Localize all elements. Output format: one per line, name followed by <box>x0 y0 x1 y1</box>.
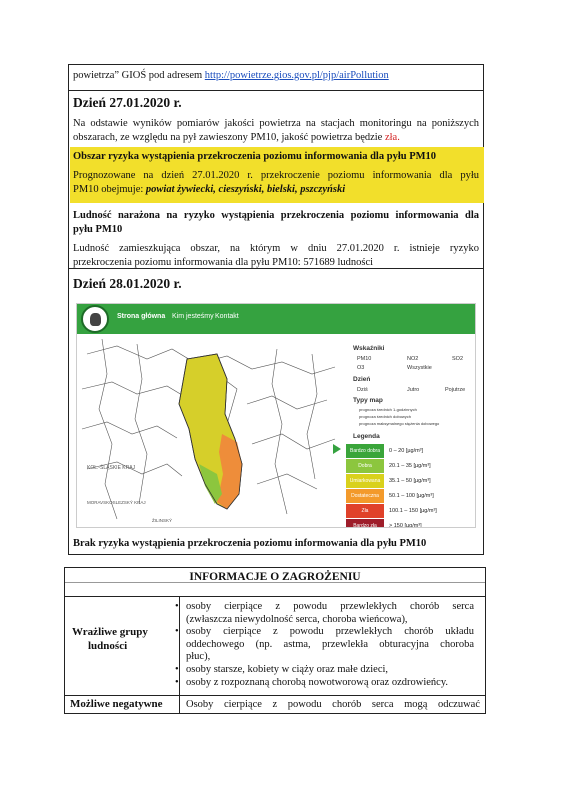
map-type-daily[interactable]: prognoza średnich dobowych <box>359 414 412 419</box>
day1-line2-text: obszarach, ze względu na pył zawieszony PM10, jakość powietrza będzie <box>73 132 385 143</box>
pollutant-pm10[interactable]: PM10 <box>357 356 372 362</box>
sensitive-group-line <box>175 664 474 677</box>
legend-chip: Zła <box>346 504 384 518</box>
sensitive-group-text: oddechowego (np. astma, przewlekła obturacyjna choroba <box>186 638 474 650</box>
sensitive-groups-label-1: Wrażliwe grupy <box>72 626 148 638</box>
divider <box>65 695 485 696</box>
sensitive-group-line <box>186 651 474 664</box>
sensitive-group-text: płuc), <box>186 651 211 663</box>
day-after-tomorrow[interactable]: Pojutrze <box>445 387 466 393</box>
legend-range: 0 – 20 [µg/m³] <box>389 448 424 454</box>
pollutant-o3[interactable]: O3 <box>357 365 365 371</box>
sensitive-group-line <box>186 639 474 652</box>
bullet-icon: • <box>175 676 179 688</box>
nav-home[interactable]: Strona główna <box>117 313 166 320</box>
legend-heading: Legenda <box>353 433 380 440</box>
legend-chip: Umiarkowana <box>346 474 384 488</box>
pollutants-heading: Wskaźniki <box>353 345 385 352</box>
map-place-label: KOŁ.-ŚLĄSKIE KRAJ <box>87 465 136 471</box>
map-type-max[interactable]: prognoza maksymalnego stężenia dobowego <box>359 421 440 426</box>
gios-logo <box>81 305 109 333</box>
day1-line1: Na odstawie wyników pomiarów jakości powietrza na stacjach monitoringu na poniższych <box>73 118 479 129</box>
legend-range: 100.1 – 150 [µg/m³] <box>389 508 437 514</box>
legend-chip: Dostateczna <box>346 489 384 503</box>
forecast-line2 <box>73 183 479 197</box>
risk-area-title: Obszar ryzyka wystąpienia przekroczenia poziomu informowania dla pyłu PM10 <box>73 151 437 162</box>
negative-effects-label: Możliwe negatywne <box>70 698 163 710</box>
table-title: INFORMACJE O ZAGROŻENIU <box>189 571 361 583</box>
bullet-icon: • <box>175 664 179 675</box>
pollutant-all[interactable]: Wszystkie <box>407 365 432 371</box>
day1-heading: Dzień 27.01.2020 r. <box>73 95 182 110</box>
nav-about[interactable]: Kim jesteśmy <box>172 313 214 320</box>
air-quality-bad: zła. <box>384 132 400 143</box>
sensitive-group-text: (zwłaszcza niewydolność serca, choroba wieńcowa), <box>186 613 408 625</box>
sensitive-group-line <box>175 676 474 690</box>
negative-effects-text: Osoby cierpiące z powodu chorób serca mogą odczuwać <box>186 699 480 710</box>
sensitive-group-line <box>186 614 474 627</box>
map-types-heading: Typy map <box>353 397 383 404</box>
legend-range: > 150 [µg/m³] <box>389 523 422 528</box>
sensitive-group-text: osoby z rozpoznaną chorobą nowotworową oraz ozdrowieńcy. <box>186 676 449 688</box>
sensitive-group-line <box>175 626 474 639</box>
map-type-1h[interactable]: prognoza średnich 1-godzinnych <box>359 407 417 412</box>
map-place-label: MORAVSKOSLEZSKÝ KRAJ <box>87 500 146 505</box>
legend-range: 35.1 – 50 [µg/m³] <box>389 478 431 484</box>
gios-link[interactable]: http://powietrze.gios.gov.pl/pjp/airPollution <box>204 70 389 81</box>
map-place-label: ŽILINSKÝ <box>152 518 173 523</box>
legend-chip: Dobra <box>346 459 384 473</box>
day-tomorrow[interactable]: Jutro <box>407 387 420 393</box>
pollutant-so2[interactable]: SO2 <box>452 356 464 362</box>
population-title-1: Ludność narażona na ryzyko wystąpienia przekroczenia poziomu informowania dla <box>73 210 479 221</box>
divider <box>69 90 483 91</box>
region-map <box>77 334 339 527</box>
bullet-icon: • <box>175 626 179 638</box>
sensitive-group-text: osoby cierpiące z powodu przewlekłych chorób serca <box>186 601 474 612</box>
population-title-2: pyłu PM10 <box>73 224 123 235</box>
sensitive-groups-label-2: ludności <box>88 640 128 652</box>
forecast-counties: powiat żywiecki, cieszyński, bielski, pszczyński <box>145 184 346 195</box>
day2-heading: Dzień 28.01.2020 r. <box>73 276 182 291</box>
legend-chip: Bardzo dobra <box>346 444 384 458</box>
forecast-map-panel <box>76 303 476 528</box>
divider <box>65 596 485 597</box>
forecast-prefix: PM10 obejmuje: <box>73 184 146 195</box>
legend-range: 20.1 – 35 [µg/m³] <box>389 463 431 469</box>
forecast-line1: Prognozowane na dzień 27.01.2020 r. przekroczenie poziomu informowania dla pyłu <box>73 170 479 181</box>
intro-line <box>73 69 483 83</box>
sensitive-group-text: osoby starsze, kobiety w ciąży oraz małe dzieci, <box>186 664 389 675</box>
sensitive-group-line <box>175 601 474 614</box>
map-header <box>77 304 475 334</box>
legend-range: 50.1 – 100 [µg/m³] <box>389 493 434 499</box>
nav-contact[interactable]: Kontakt <box>215 313 239 320</box>
intro-text: powietrza” GIOŚ pod adresem <box>73 70 205 81</box>
day1-line2 <box>73 131 479 145</box>
divider <box>179 597 180 713</box>
bullet-icon: • <box>175 601 179 612</box>
sensitive-group-text: osoby cierpiące z powodu przewlekłych chorób układu <box>186 626 474 638</box>
day-today[interactable]: Dziś <box>357 387 368 393</box>
pollutant-no2[interactable]: NO2 <box>407 356 419 362</box>
population-line2: przekroczenia poziomu informowania dla pyłu PM10: 571689 ludności <box>73 257 374 268</box>
legend-chip: Bardzo zła <box>346 519 384 528</box>
day-heading: Dzień <box>353 376 371 383</box>
population-line1: Ludność zamieszkująca obszar, na którym w dniu 27.01.2020 r. istnieje ryzyko <box>73 243 479 254</box>
no-risk-statement: Brak ryzyka wystąpienia przekroczenia poziomu informowania dla pyłu PM10 <box>73 538 427 549</box>
legend-arrow-icon <box>333 444 341 454</box>
